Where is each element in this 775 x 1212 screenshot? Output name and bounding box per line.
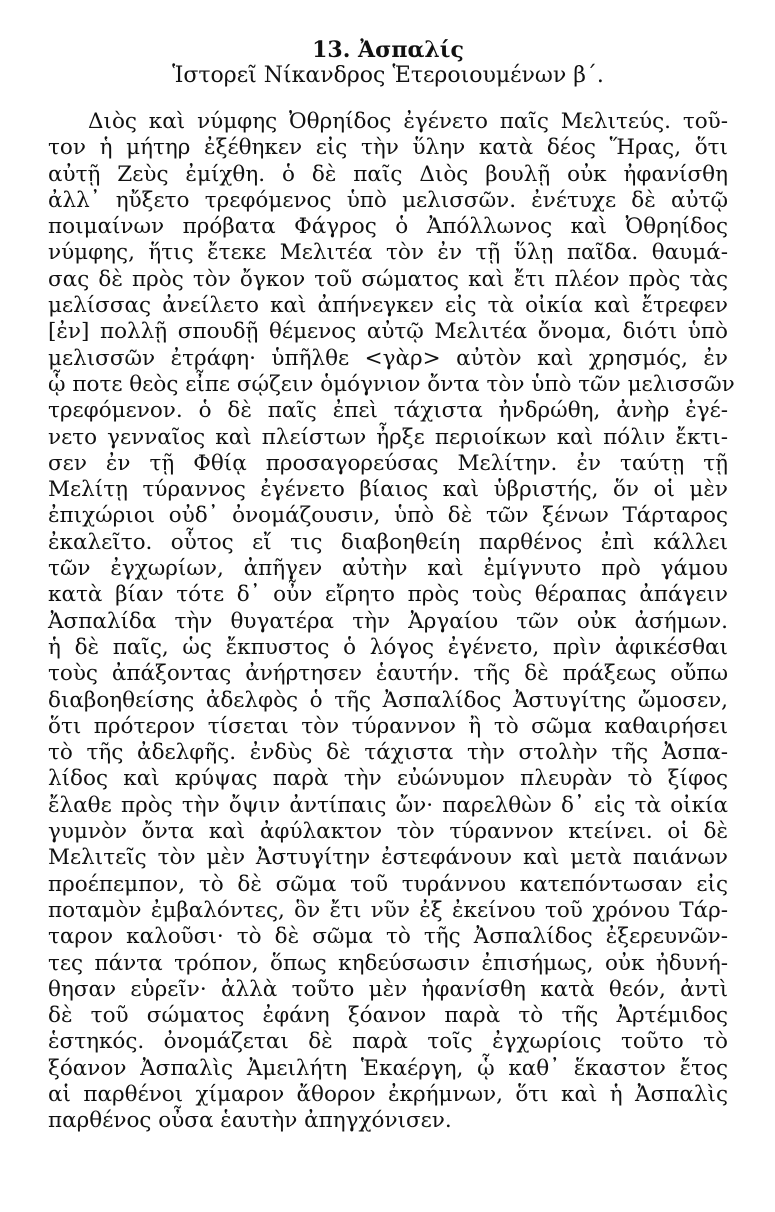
text-line: [ἐν] πολλῇ σπουδῇ θέμενος αὐτῷ Μελιτέα ὄνομα, διότι ὑπὸ (48, 319, 728, 345)
text-line: διαβοηθείσης ἀδελφὸς ὁ τῆς Ἀσπαλίδος Ἀστυγίτης ὤμοσεν, (48, 687, 728, 713)
text-line: ἔλαθε πρὸς τὴν ὄψιν ἀντίπαις ὤν· παρελθὼν δ᾿ εἰς τὰ οἰκία (48, 792, 728, 818)
text-line: ἀλλ᾿ ηὔξετο τρεφόμενος ὑπὸ μελισσῶν. ἐνέτυχε δὲ αὐτῷ (48, 187, 728, 213)
text-line: κατὰ βίαν τότε δ᾿ οὖν εἴρητο πρὸς τοὺς θέραπας ἀπάγειν (48, 582, 728, 608)
text-line: τῶν ἐγχωρίων, ἀπῆγεν αὐτὴν καὶ ἐμίγνυτο πρὸ γάμου (48, 556, 728, 582)
text-line: σας δὲ πρὸς τὸν ὄγκον τοῦ σώματος καὶ ἔτι πλέον πρὸς τὰς (48, 266, 728, 292)
chapter-heading: 13. Ἀσπαλίς (312, 37, 464, 63)
text-line: τὸ τῆς ἀδελφῆς. ἐνδὺς δὲ τάχιστα τὴν στολὴν τῆς Ἀσπα- (48, 740, 728, 766)
text-line: δὲ τοῦ σώματος ἐφάνη ξόανον παρὰ τὸ τῆς Ἀρτέμιδος (48, 1003, 728, 1029)
text-line: ἐπιχώριοι οὐδ᾿ ὀνομάζουσιν, ὑπὸ δὲ τῶν ξένων Τάρταρος (48, 503, 728, 529)
text-line: νύμφης, ἥτις ἔτεκε Μελιτέα τὸν ἐν τῇ ὕλῃ παῖδα. θαυμά- (48, 240, 728, 266)
text-line: ταρον καλοῦσι· τὸ δὲ σῶμα τὸ τῆς Ἀσπαλίδος ἐξερευνῶν- (48, 924, 728, 950)
document-page (48, 37, 735, 1135)
text-line: ποταμὸν ἐμβαλόντες, ὃν ἔτι νῦν ἐξ ἐκείνου τοῦ χρόνου Τάρ- (48, 897, 728, 923)
chapter-source: Ἱστορεῖ Νίκανδρος Ἑτεροιουμένων β΄. (172, 63, 604, 88)
text-line: Μελιτεῖς τὸν μὲν Ἀστυγίτην ἐστεφάνουν καὶ μετὰ παιάνων (48, 845, 728, 871)
text-line: ξόανον Ἀσπαλὶς Ἀμειλήτη Ἑκαέργη, ᾧ καθ᾿ ἕκαστον ἔτος (48, 1055, 728, 1081)
text-line: θησαν εὑρεῖν· ἀλλὰ τοῦτο μὲν ἠφανίσθη κατὰ θεόν, ἀντὶ (48, 976, 728, 1002)
text-line: νετο γενναῖος καὶ πλείστων ἦρξε περιοίκων καὶ πόλιν ἔκτι- (48, 424, 728, 450)
body-text (48, 109, 735, 1135)
text-line: τοὺς ἀπάξοντας ἀνήρτησεν ἑαυτήν. τῆς δὲ πράξεως οὔπω (48, 661, 728, 687)
text-line: μελίσσας ἀνείλετο καὶ ἀπήνεγκεν εἰς τὰ οἰκία καὶ ἔτρεφεν (48, 293, 728, 319)
text-line: ἡ δὲ παῖς, ὡς ἔκπυστος ὁ λόγος ἐγένετο, πρὶν ἀφικέσθαι (48, 634, 728, 660)
text-line: σεν ἐν τῇ Φθίᾳ προσαγορεύσας Μελίτην. ἐν ταύτῃ τῇ (48, 450, 728, 476)
text-line: λίδος καὶ κρύψας παρὰ τὴν εὐώνυμον πλευρὰν τὸ ξίφος (48, 766, 728, 792)
text-line: ἑστηκός. ὀνομάζεται δὲ παρὰ τοῖς ἐγχωρίοις τοῦτο τὸ (48, 1029, 728, 1055)
text-line: αὐτῇ Ζεὺς ἐμίχθη. ὁ δὲ παῖς Διὸς βουλῇ οὐκ ἠφανίσθη (48, 161, 728, 187)
text-line: ἐκαλεῖτο. οὗτος εἴ τις διαβοηθείη παρθένος ἐπὶ κάλλει (48, 529, 728, 555)
text-line: παρθένος οὖσα ἑαυτὴν ἀπηγχόνισεν. (48, 1108, 452, 1134)
text-line: τες πάντα τρόπον, ὅπως κηδεύσωσιν ἐπισήμως, οὐκ ἠδυνή- (48, 950, 728, 976)
text-line: Ἀσπαλίδα τὴν θυγατέρα τὴν Ἀργαίου τῶν οὐκ ἀσήμων. (48, 608, 728, 634)
text-line: τρεφόμενον. ὁ δὲ παῖς ἐπεὶ τάχιστα ἠνδρώθη, ἀνὴρ ἐγέ- (48, 398, 728, 424)
text-line: τον ἡ μήτηρ ἐξέθηκεν εἰς τὴν ὕλην κατὰ δέος Ἥρας, ὅτι (48, 135, 728, 161)
text-line: γυμνὸν ὄντα καὶ ἀφύλακτον τὸν τύραννον κτείνει. οἱ δὲ (48, 819, 728, 845)
text-line: αἱ παρθένοι χίμαρον ἄθορον ἐκρήμνων, ὅτι καὶ ἡ Ἀσπαλὶς (48, 1081, 728, 1107)
text-line: Μελίτῃ τύραννος ἐγένετο βίαιος καὶ ὑβριστής, ὅν οἱ μὲν (48, 477, 728, 503)
text-line: ᾧ ποτε θεὸς εἶπε σῴζειν ὁμόγνιον ὄντα τὸν ὑπὸ τῶν μελισσῶν (48, 371, 735, 397)
text-line: ὅτι πρότερον τίσεται τὸν τύραννον ἢ τὸ σῶμα καθαιρήσει (48, 713, 728, 739)
text-line: μελισσῶν ἐτράφη· ὑπῆλθε <γὰρ> αὐτὸν καὶ χρησμός, ἐν (48, 345, 728, 371)
text-line: Διὸς καὶ νύμφης Ὀθρηίδος ἐγένετο παῖς Μελιτεύς. τοῦ- (88, 109, 728, 134)
text-line: προέπεμπον, τὸ δὲ σῶμα τοῦ τυράννου κατεπόντωσαν εἰς (48, 871, 728, 897)
text-line: ποιμαίνων πρόβατα Φάγρος ὁ Ἀπόλλωνος καὶ Ὀθρηίδος (48, 214, 728, 240)
